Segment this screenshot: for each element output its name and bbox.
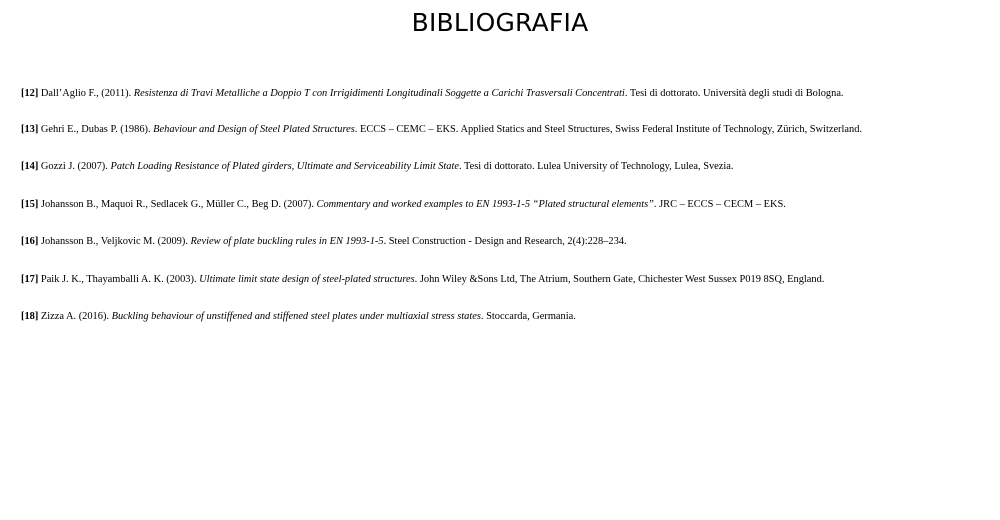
reference-item [21, 194, 977, 215]
reference-item [21, 306, 977, 327]
reference-details: . Tesi di dottorato. Università degli studi di Bologna. [624, 88, 844, 99]
reference-number: [14] [21, 161, 39, 172]
reference-item [21, 231, 977, 252]
reference-work-title: Commentary and worked examples to EN 1993-1-5 “Plated structural elements” [316, 199, 654, 210]
reference-number: [15] [21, 199, 39, 210]
reference-number: [17] [21, 274, 39, 285]
reference-authors: Gehri E., Dubas P. (1986). [38, 124, 154, 135]
reference-authors: Zizza A. (2016). [38, 311, 112, 322]
reference-details: . John Wiley &Sons Ltd, The Atrium, Southern Gate, Chichester West Sussex P019 8SQ, England. [414, 274, 825, 285]
reference-item [21, 119, 977, 140]
page-title: BIBLIOGRAFIA [411, 8, 589, 37]
reference-number: [12] [21, 88, 39, 99]
reference-details: . Steel Construction - Design and Research, 2(4):228–234. [383, 236, 627, 247]
reference-number: [16] [21, 236, 39, 247]
reference-item [21, 83, 977, 104]
reference-item [21, 156, 977, 177]
reference-authors: Gozzi J. (2007). [38, 161, 111, 172]
reference-details: . JRC – ECCS – CECM – EKS. [653, 199, 786, 210]
reference-work-title: Review of plate buckling rules in EN 1993-1-5 [190, 236, 384, 247]
reference-number: [13] [21, 124, 39, 135]
reference-authors: Johansson B., Veljkovic M. (2009). [38, 236, 191, 247]
reference-number: [18] [21, 311, 39, 322]
reference-authors: Paik J. K., Thayamballi A. K. (2003). [38, 274, 200, 285]
reference-authors: Dall’Aglio F., (2011). [38, 88, 134, 99]
reference-authors: Johansson B., Maquoi R., Sedlacek G., Müller C., Beg D. (2007). [38, 199, 317, 210]
reference-details: . Stoccarda, Germania. [480, 311, 576, 322]
reference-item [21, 269, 977, 290]
reference-work-title: Resistenza di Travi Metalliche a Doppio T con Irrigidimenti Longitudinali Soggette a Carichi Trasversali Concentrati [133, 88, 625, 99]
reference-work-title: Buckling behaviour of unstiffened and stiffened steel plates under multiaxial stress states [111, 311, 481, 322]
reference-details: . ECCS – CEMC – EKS. Applied Statics and Steel Structures, Swiss Federal Institute of Technology, Zürich, Switzerland. [354, 124, 863, 135]
reference-list [21, 83, 977, 343]
reference-details: . Tesi di dottorato. Lulea University of Technology, Lulea, Svezia. [459, 161, 734, 172]
reference-work-title: Behaviour and Design of Steel Plated Structures [153, 124, 355, 135]
reference-work-title: Ultimate limit state design of steel-plated structures [199, 274, 415, 285]
reference-work-title: Patch Loading Resistance of Plated girders, Ultimate and Serviceability Limit State [110, 161, 459, 172]
